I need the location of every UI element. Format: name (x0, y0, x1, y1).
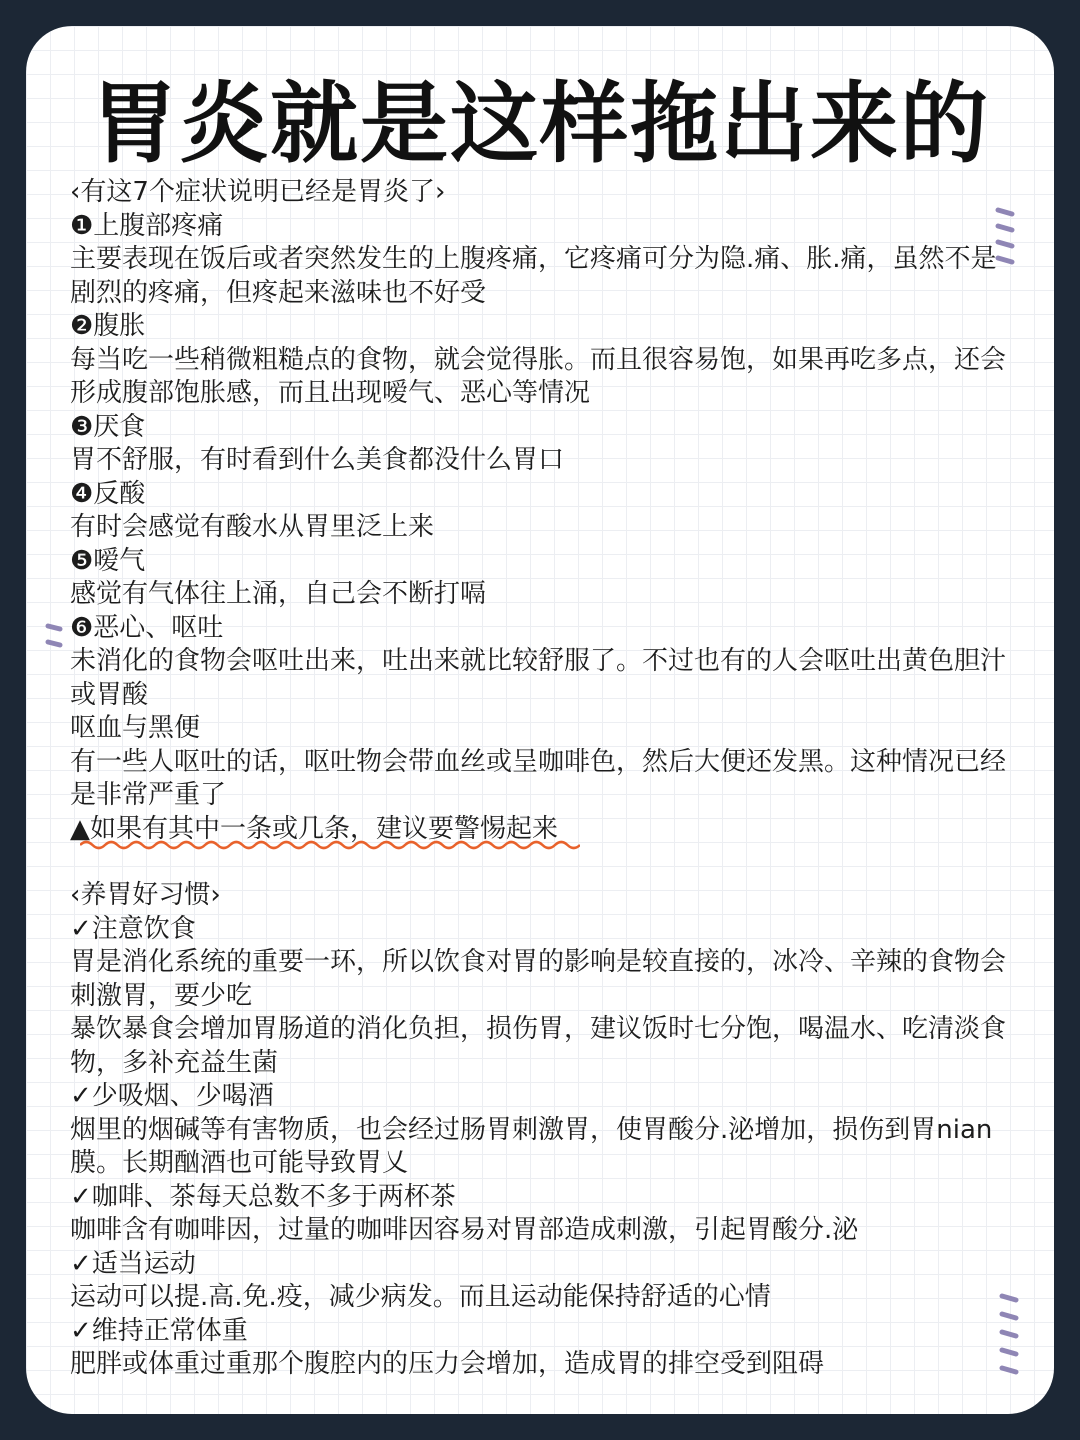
habit-label: ✓维持正常体重 (70, 1315, 248, 1346)
section-heading-habits: ‹养胃好习惯› (70, 880, 221, 910)
warning-line (70, 813, 558, 847)
symptom-desc: 感觉有气体往上涌，自己会不断打嗝 (70, 579, 487, 609)
section-heading-symptoms: ‹有这7个症状说明已经是胃炎了› (70, 177, 446, 207)
symptom-desc: 未消化的食物会呕吐出来，吐出来就比较舒服了。不过也有的人会呕吐出黄色胆汁或胃酸 (70, 646, 1007, 710)
symptom-label: ❺嗳气 (70, 545, 146, 576)
symptom-label: ❶上腹部疼痛 (70, 210, 224, 241)
habit-desc: 胃是消化系统的重要一环，所以饮食对胃的影响是较直接的，冰冷、辛辣的食物会刺激胃，要少吃 (70, 947, 1007, 1011)
symptom-desc: 有时会感觉有酸水从胃里泛上来 (70, 512, 435, 542)
stripe-decoration-left (42, 618, 72, 658)
habit-label: ✓适当运动 (70, 1248, 196, 1279)
symptom-desc: 有一些人呕吐的话，呕吐物会带血丝或呈咖啡色，然后大便还发黑。这种情况已经是非常严重了 (70, 746, 1007, 810)
habit-desc: 烟里的烟碱等有害物质，也会经过肠胃刺激胃，使胃酸分.泌增加，损伤到胃nian膜。长期酗酒也可能导致胃乂 (70, 1114, 993, 1178)
symptom-label: ❷腹胀 (70, 311, 146, 341)
symptom-label: 呕血与黑便 (70, 713, 201, 743)
article-body (70, 176, 1020, 1382)
symptom-desc: 胃不舒服，有时看到什么美食都没什么胃口 (70, 445, 565, 475)
section-spacer (70, 846, 1020, 879)
symptom-label: ❸厌食 (70, 411, 146, 442)
warning-text: ▲如果有其中一条或几条，建议要警惕起来 (70, 813, 558, 844)
wavy-underline (80, 839, 580, 851)
habit-desc: 运动可以提.高.免.疫，减少病发。而且运动能保持舒适的心情 (70, 1282, 771, 1312)
habit-label: ✓咖啡、茶每天总数不多于两杯茶 (70, 1181, 456, 1212)
symptom-desc: 每当吃一些稍微粗糙点的食物，就会觉得胀。而且很容易饱，如果再吃多点，还会形成腹部饱胀感，而且出现嗳气、恶心等情况 (70, 344, 1007, 408)
stripe-decoration-bottom-right (996, 1288, 1026, 1378)
habit-label: ✓注意饮食 (70, 913, 196, 944)
habit-desc: 肥胖或体重过重那个腹腔内的压力会增加，造成胃的排空受到阻碍 (70, 1349, 825, 1379)
note-card (26, 26, 1054, 1414)
habit-label: ✓少吸烟、少喝酒 (70, 1081, 274, 1111)
habit-desc: 暴饮暴食会增加胃肠道的消化负担，损伤胃，建议饭时七分饱，喝温水、吃清淡食物，多补充益生菌 (70, 1014, 1007, 1078)
symptom-desc: 主要表现在饭后或者突然发生的上腹疼痛，它疼痛可分为隐.痛、胀.痛，虽然不是剧烈的疼痛，但疼起来滋味也不好受 (70, 244, 997, 308)
stripe-decoration-top-right (992, 202, 1022, 272)
symptom-label: ❻恶心、呕吐 (70, 612, 224, 643)
page-title: 胃炎就是这样拖出来的 (89, 72, 990, 175)
symptom-label: ❹反酸 (70, 478, 146, 509)
habit-desc: 咖啡含有咖啡因，过量的咖啡因容易对胃部造成刺激，引起胃酸分.泌 (70, 1215, 859, 1245)
